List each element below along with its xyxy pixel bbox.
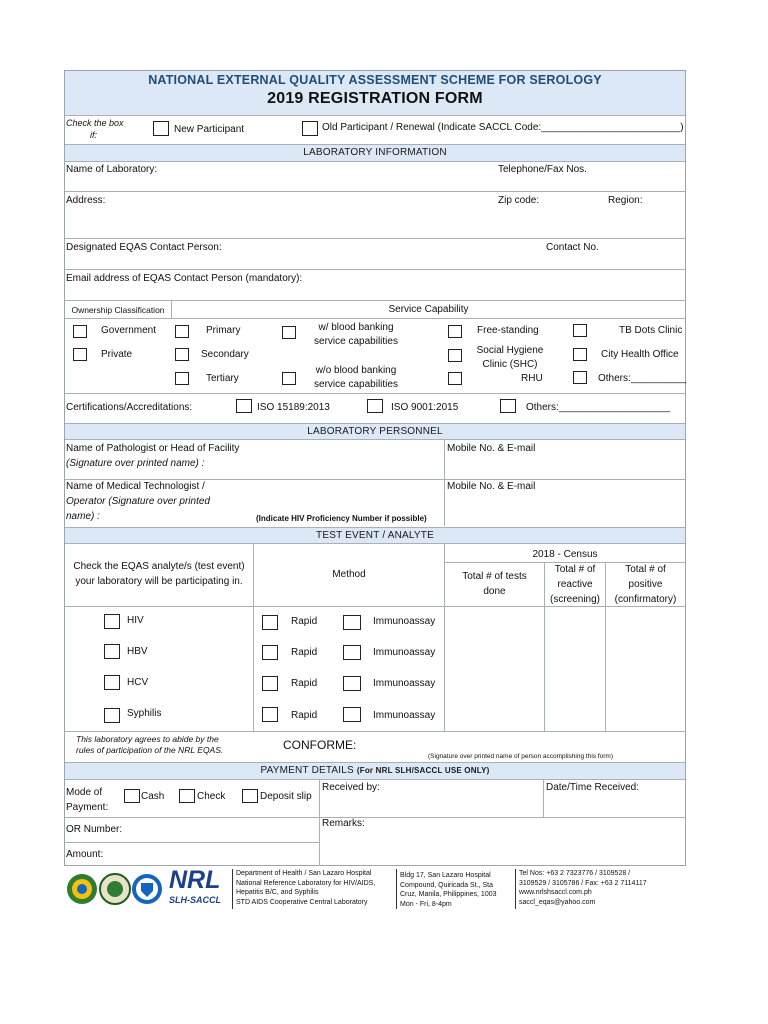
- footer-logos: [66, 866, 232, 908]
- new-participant-checkbox[interactable]: [153, 121, 169, 136]
- deposit-slip-label: Deposit slip: [260, 791, 312, 802]
- old-participant-checkbox[interactable]: [302, 121, 318, 136]
- positive-header: Total # of positive (confirmatory): [614, 564, 677, 605]
- free-standing-checkbox[interactable]: [448, 325, 462, 338]
- syphilis-immunoassay-checkbox[interactable]: [343, 707, 361, 722]
- hcv-immunoassay-checkbox[interactable]: [343, 676, 361, 691]
- old-participant-label: Old Participant / Renewal (Indicate SACCL Code:_________________________): [322, 122, 684, 133]
- mobile-email-label-2: Mobile No. & E-mail: [447, 481, 536, 492]
- nrl-logo-sub: SLH-SACCL: [169, 895, 221, 905]
- private-label: Private: [101, 349, 133, 360]
- syphilis-immunoassay-label: Immunoassay: [373, 710, 436, 721]
- iso15189-checkbox[interactable]: [236, 399, 252, 413]
- conforme-label: CONFORME:: [283, 738, 357, 752]
- hbv-rapid-label: Rapid: [291, 647, 318, 658]
- shc-label: Social Hygiene Clinic (SHC): [476, 345, 544, 370]
- hiv-checkbox[interactable]: [104, 614, 120, 629]
- check-checkbox[interactable]: [179, 789, 195, 803]
- lab-info-header: LABORATORY INFORMATION: [65, 144, 685, 162]
- hbv-rapid-checkbox[interactable]: [262, 645, 278, 660]
- cert-others-checkbox[interactable]: [500, 399, 516, 413]
- hiv-immunoassay-label: Immunoassay: [373, 616, 436, 627]
- method-header: Method: [332, 569, 366, 580]
- syphilis-checkbox[interactable]: [104, 708, 120, 723]
- cash-checkbox[interactable]: [124, 789, 140, 803]
- syphilis-rapid-label: Rapid: [291, 710, 318, 721]
- footer-col-2: Bldg 17, San Lazaro Hospital Compound, Quiricada St., Sta Cruz, Manila, Philippines, 1003 Mon - Fri, 8-4pm: [400, 872, 497, 908]
- medtech-label: Name of Medical Technologist / Operator (Signature over printed name) :: [66, 481, 210, 522]
- form-title: 2019 REGISTRATION FORM: [267, 90, 483, 107]
- city-health-checkbox[interactable]: [573, 348, 587, 361]
- others-service-label: Others:__________: [598, 373, 687, 384]
- remarks-label: Remarks:: [322, 818, 365, 829]
- certifications-label: Certifications/Accreditations:: [66, 402, 193, 413]
- rhu-checkbox[interactable]: [448, 372, 462, 385]
- check-label: Check the box: [66, 118, 124, 128]
- hbv-immunoassay-checkbox[interactable]: [343, 645, 361, 660]
- pathologist-label: Name of Pathologist or Head of Facility (Signature over printed name) :: [66, 443, 240, 469]
- with-blood-banking-checkbox[interactable]: [282, 326, 296, 339]
- analyte-instruction: Check the EQAS analyte/s (test event) your laboratory will be participating in.: [73, 561, 245, 587]
- hbv-checkbox[interactable]: [104, 644, 120, 659]
- iso9001-checkbox[interactable]: [367, 399, 383, 413]
- lab-name-label: Name of Laboratory:: [66, 164, 158, 175]
- footer-col-3: Tel Nos: +63 2 7323776 / 3109528 / 3109529 / 3105786 / Fax: +63 2 7114117 www.nrlshsaccl.com.ph saccl_eqas@yahoo.com: [519, 870, 647, 906]
- check-label: Check: [197, 791, 226, 802]
- service-header: Service Capability: [388, 304, 469, 315]
- free-standing-label: Free-standing: [477, 325, 539, 336]
- payment-header: PAYMENT DETAILS (For NRL SLH/SACCL USE ONLY): [65, 762, 685, 780]
- region-label: Region:: [608, 195, 643, 206]
- scheme-title: NATIONAL EXTERNAL QUALITY ASSESSMENT SCHEME FOR SEROLOGY: [148, 73, 602, 87]
- tertiary-checkbox[interactable]: [175, 372, 189, 385]
- email-label: Email address of EQAS Contact Person (mandatory):: [66, 273, 303, 284]
- tb-dots-label: TB Dots Clinic: [619, 325, 683, 336]
- mode-of-payment-label: Mode of Payment:: [66, 787, 109, 813]
- reactive-header: Total # of reactive (screening): [549, 564, 601, 605]
- syphilis-rapid-checkbox[interactable]: [262, 707, 278, 722]
- test-event-header: TEST EVENT / ANALYTE: [65, 527, 685, 544]
- tertiary-label: Tertiary: [206, 373, 239, 384]
- hbv-label: HBV: [127, 646, 148, 657]
- check-label-if: if:: [90, 130, 98, 140]
- without-blood-banking-checkbox[interactable]: [282, 372, 296, 385]
- without-blood-banking-label: w/o blood banking service capabilities: [314, 365, 398, 390]
- received-by-label: Received by:: [322, 782, 380, 793]
- or-number-label: OR Number:: [66, 824, 123, 835]
- with-blood-banking-label: w/ blood banking service capabilities: [314, 322, 398, 347]
- iso15189-label: ISO 15189:2013: [257, 402, 330, 413]
- new-participant-label: New Participant: [174, 124, 245, 135]
- hiv-immunoassay-checkbox[interactable]: [343, 615, 361, 630]
- hiv-label: HIV: [127, 615, 144, 626]
- cash-label: Cash: [141, 791, 165, 802]
- syphilis-label: Syphilis: [127, 708, 162, 719]
- footer-col-1: Department of Health / San Lazaro Hospital National Reference Laboratory for HIV/AIDS, Hepatitis B/C, and Syphilis STD AIDS Cooperative Central Laboratory: [236, 870, 376, 906]
- hcv-checkbox[interactable]: [104, 675, 120, 690]
- ownership-header: Ownership Classification: [71, 305, 165, 315]
- hiv-rapid-checkbox[interactable]: [262, 615, 278, 630]
- address-label: Address:: [66, 195, 106, 206]
- secondary-checkbox[interactable]: [175, 348, 189, 361]
- city-health-label: City Health Office: [601, 349, 679, 360]
- conforme-note: This laboratory agrees to abide by the rules of participation of the NRL EQAS.: [76, 734, 224, 755]
- telephone-label: Telephone/Fax Nos.: [498, 164, 587, 175]
- nrl-logo-text: NRL: [169, 866, 221, 894]
- hcv-immunoassay-label: Immunoassay: [373, 678, 436, 689]
- hcv-rapid-label: Rapid: [291, 678, 318, 689]
- contact-person-label: Designated EQAS Contact Person:: [66, 242, 222, 253]
- iso9001-label: ISO 9001:2015: [391, 402, 459, 413]
- tb-dots-checkbox[interactable]: [573, 324, 587, 337]
- personnel-header: LABORATORY PERSONNEL: [65, 423, 685, 440]
- mobile-email-label-1: Mobile No. & E-mail: [447, 443, 536, 454]
- government-checkbox[interactable]: [73, 325, 87, 338]
- hcv-label: HCV: [127, 677, 149, 688]
- rhu-label: RHU: [521, 373, 543, 384]
- hiv-rapid-label: Rapid: [291, 616, 318, 627]
- census-header: 2018 - Census: [532, 549, 598, 560]
- shc-checkbox[interactable]: [448, 349, 462, 362]
- form-header: [65, 71, 685, 116]
- hcv-rapid-checkbox[interactable]: [262, 676, 278, 691]
- hbv-immunoassay-label: Immunoassay: [373, 647, 436, 658]
- amount-label: Amount:: [66, 849, 104, 860]
- government-label: Government: [101, 325, 157, 336]
- total-tests-header: Total # of tests done: [462, 571, 527, 597]
- primary-label: Primary: [206, 325, 241, 336]
- deposit-slip-checkbox[interactable]: [242, 789, 258, 803]
- signature-note: (Signature over printed name of person accomplishing this form): [428, 753, 613, 760]
- zip-label: Zip code:: [498, 195, 540, 206]
- cert-others-label: Others:____________________: [526, 402, 671, 413]
- date-received-label: Date/Time Received:: [546, 782, 639, 793]
- primary-checkbox[interactable]: [175, 325, 189, 338]
- private-checkbox[interactable]: [73, 348, 87, 361]
- others-service-checkbox[interactable]: [573, 371, 587, 384]
- secondary-label: Secondary: [201, 349, 249, 360]
- hiv-proficiency-note: (Indicate HIV Proficiency Number if possible): [256, 514, 427, 523]
- contact-no-label: Contact No.: [546, 242, 599, 253]
